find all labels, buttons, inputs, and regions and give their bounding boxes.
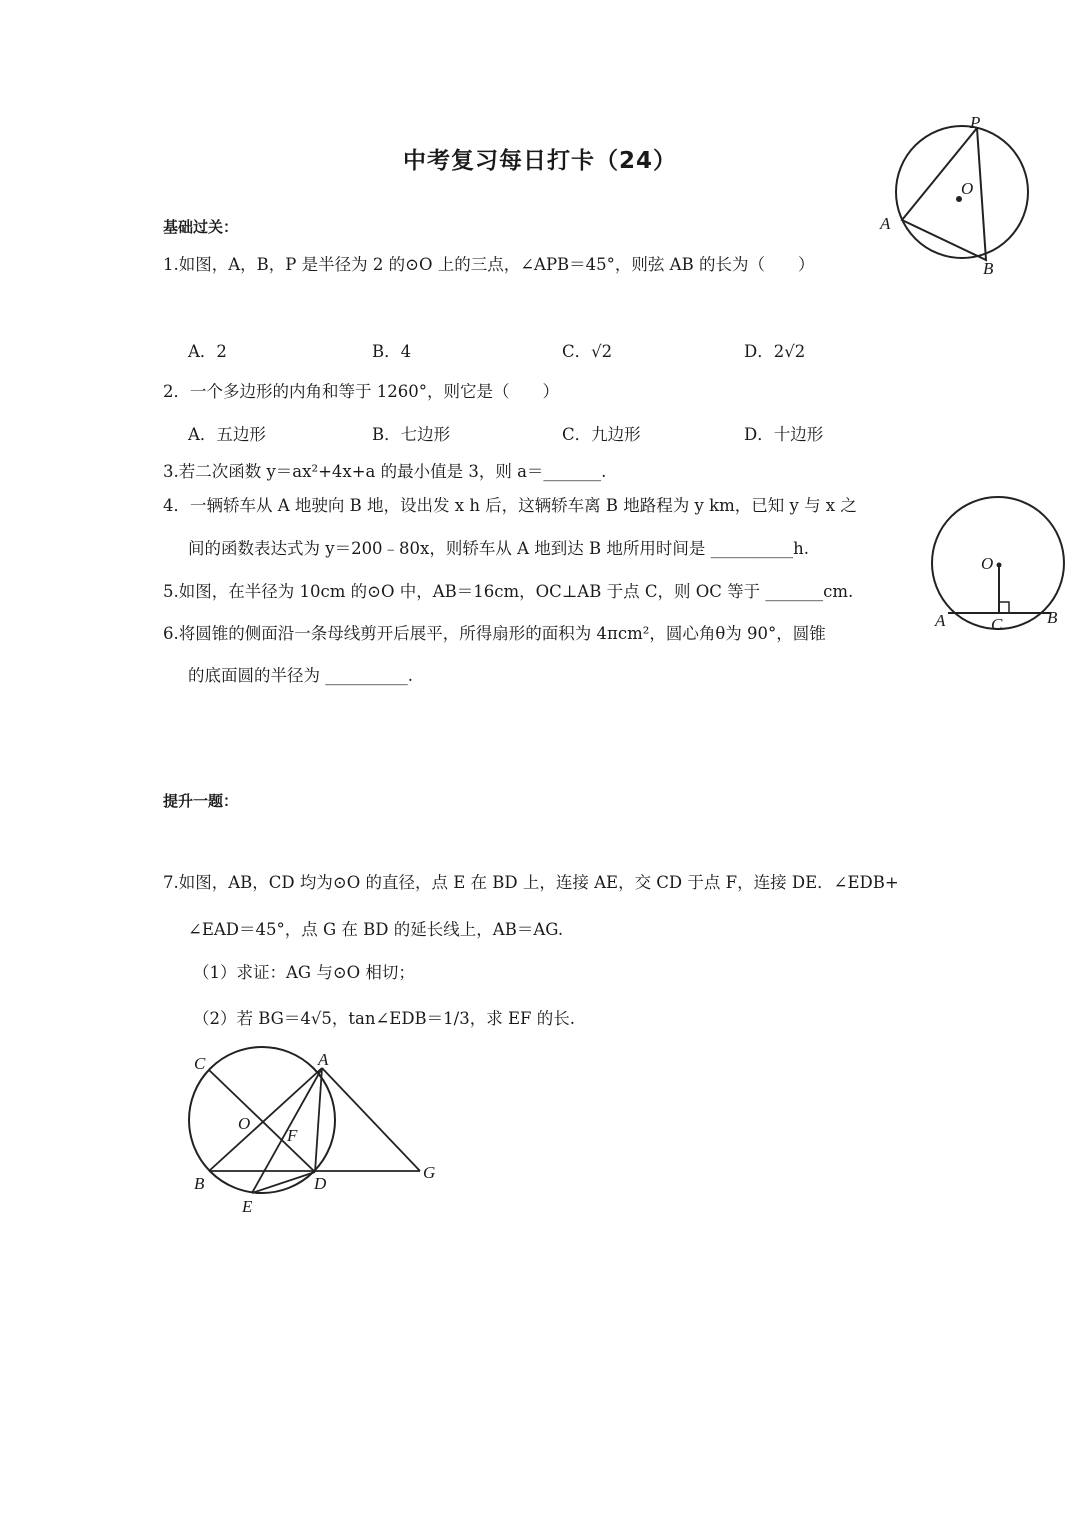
question-5-stem: 5.如图，在半径为 10cm 的⊙O 中，AB＝16cm，OC⊥AB 于点 C，则 OC 等于 _______cm. [163, 582, 854, 601]
question-4-line-1: 4．一辆轿车从 A 地驶向 B 地，设出发 x h 后，这辆轿车离 B 地路程为 y km，已知 y 与 x 之 [163, 496, 857, 515]
q2-option-b: B．七边形 [372, 425, 451, 444]
section-advanced-heading: 提升一题： [163, 792, 239, 810]
fig1-label-b: B [983, 259, 994, 278]
fig3-label-a: A [318, 1050, 329, 1069]
q2-option-d: D．十边形 [744, 425, 824, 444]
question-2-stem: 2．一个多边形的内角和等于 1260°，则它是（ ） [163, 382, 559, 401]
fig3-tangent-ag [322, 1068, 420, 1171]
question-4-line-2: 间的函数表达式为 y＝200﹣80x，则轿车从 A 地到达 B 地所用时间是 __________h. [188, 539, 809, 558]
q1-option-c: C．√2 [562, 342, 613, 361]
question-3-stem: 3.若二次函数 y＝ax²+4x+a 的最小值是 3，则 a＝_______. [163, 462, 607, 481]
question-1-stem: 1.如图，A，B，P 是半径为 2 的⊙O 上的三点，∠APB＝45°，则弦 AB 的长为（ ） [163, 255, 815, 274]
question-6-line-2: 的底面圆的半径为 __________. [188, 666, 413, 685]
fig3-label-d: D [314, 1174, 327, 1193]
fig3-label-b: B [194, 1174, 205, 1193]
fig3-label-c: C [194, 1054, 206, 1073]
fig1-label-o: O [961, 179, 974, 198]
section-basic-heading: 基础过关： [163, 218, 239, 236]
fig3-diameter-ab [209, 1068, 322, 1171]
fig2-label-a: A [935, 611, 946, 630]
question-7-part-1: （1）求证：AG 与⊙O 相切； [193, 963, 415, 982]
question-6-line-1: 6.将圆锥的侧面沿一条母线剪开后展平，所得扇形的面积为 4πcm²，圆心角θ为 90°，圆锥 [163, 624, 826, 643]
figure-circle-tangent-ag [180, 1040, 450, 1220]
q1-option-a: A．2 [188, 342, 227, 361]
q1-option-b: B．4 [372, 342, 412, 361]
figure-circle-triangle-apb [872, 108, 1042, 280]
figure-circle-chord-ab [928, 495, 1068, 640]
question-7-part-2: （2）若 BG＝4√5，tan∠EDB＝1/3，求 EF 的长. [193, 1009, 575, 1028]
question-7-line-1: 7.如图，AB，CD 均为⊙O 的直径，点 E 在 BD 上，连接 AE，交 CD 于点 F，连接 DE．∠EDB+ [163, 873, 899, 892]
fig3-label-g: G [423, 1163, 436, 1182]
fig3-label-f: F [287, 1126, 298, 1145]
fig1-triangle [902, 128, 986, 260]
fig3-label-o: O [238, 1114, 251, 1133]
fig1-label-p: P [970, 113, 981, 132]
fig2-right-angle-mark [999, 602, 1009, 613]
fig1-label-a: A [880, 214, 891, 233]
page-title: 中考复习每日打卡（24） [402, 148, 677, 174]
fig2-label-b: B [1047, 608, 1058, 627]
q2-option-a: A．五边形 [188, 425, 266, 444]
q1-option-d: D．2√2 [744, 342, 806, 361]
fig2-label-o: O [981, 554, 994, 573]
question-7-line-2: ∠EAD＝45°，点 G 在 BD 的延长线上，AB＝AG. [188, 920, 564, 939]
fig2-label-c: C [991, 615, 1003, 634]
q2-option-c: C．九边形 [562, 425, 641, 444]
fig3-segment-ad [315, 1068, 322, 1172]
fig3-label-e: E [242, 1197, 253, 1216]
fig2-center-dot [997, 563, 1002, 568]
